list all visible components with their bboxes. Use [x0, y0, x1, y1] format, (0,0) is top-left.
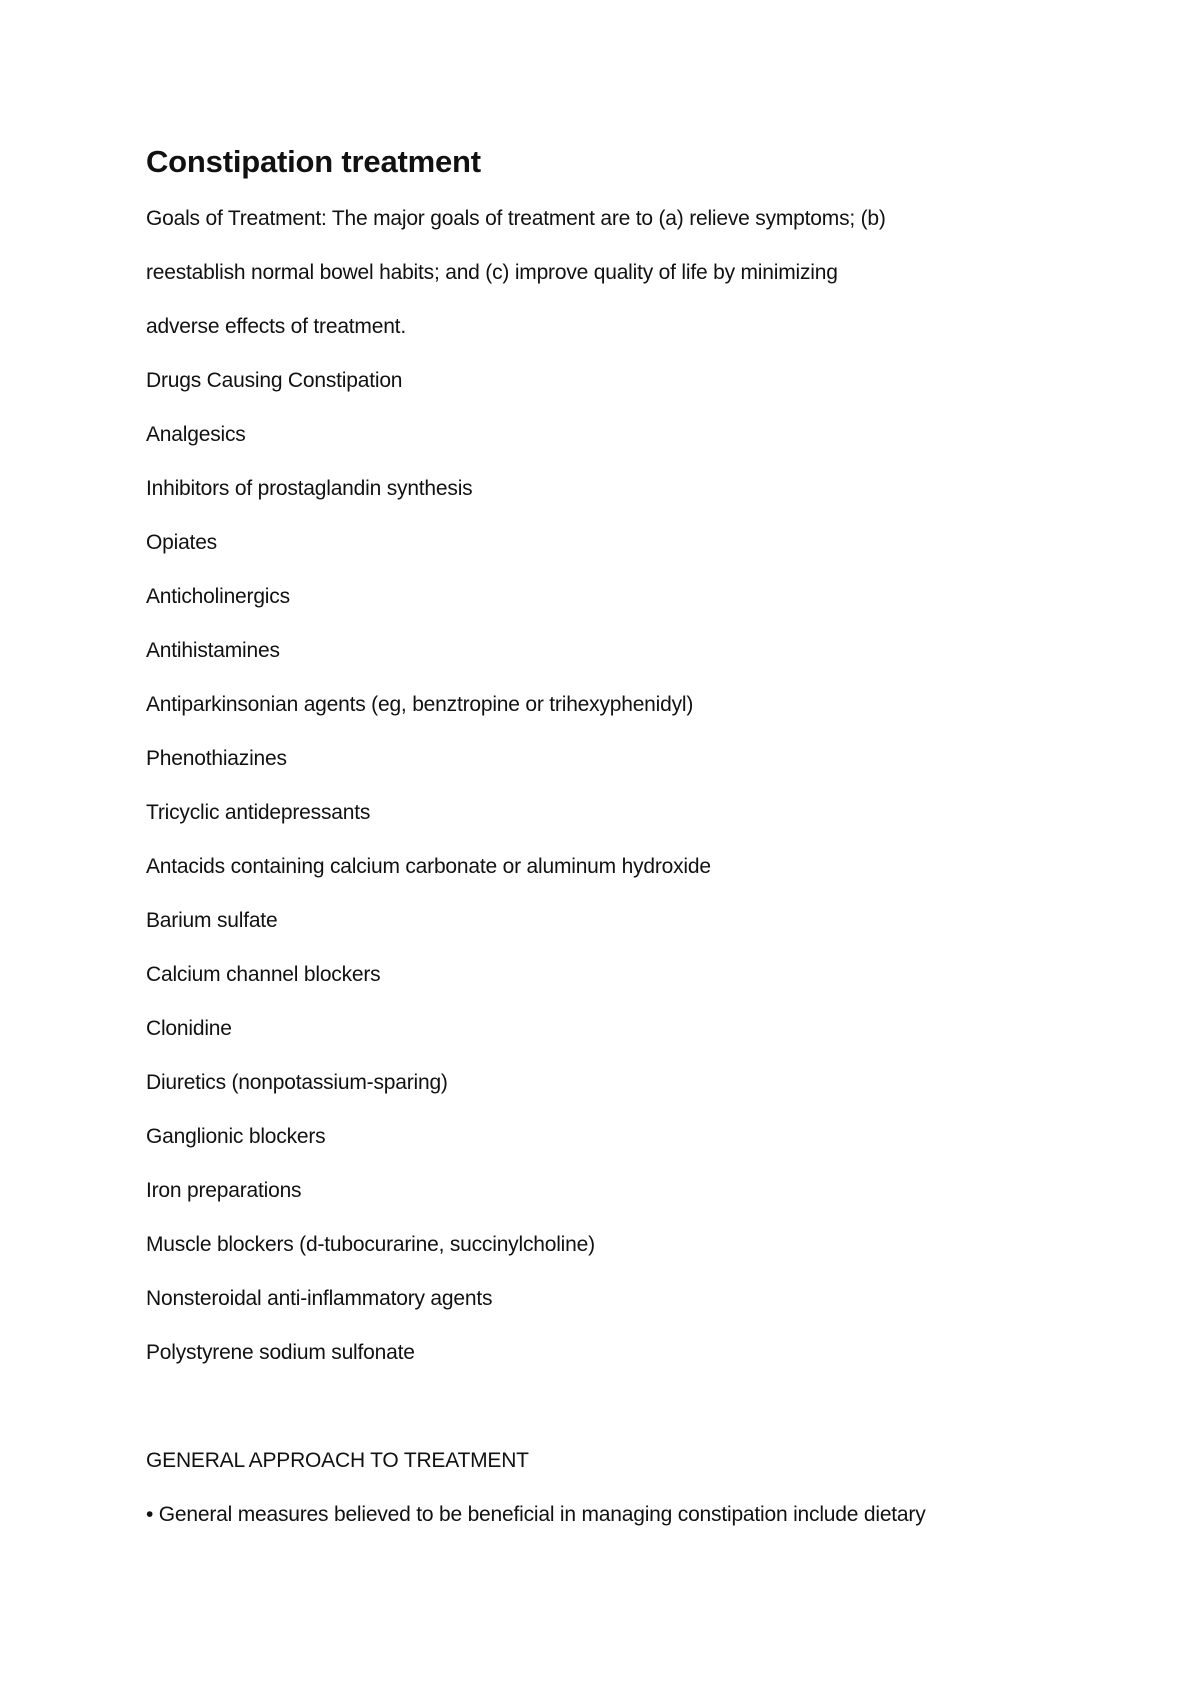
drug-item-calcium-channel-blockers: Calcium channel blockers [146, 963, 381, 986]
section-spacer [146, 1380, 1046, 1434]
goals-line-3: adverse effects of treatment. [146, 315, 406, 338]
drug-item-anticholinergics: Anticholinergics [146, 585, 290, 608]
drug-item-diuretics: Diuretics (nonpotassium-sparing) [146, 1071, 448, 1094]
drug-item-muscle-blockers: Muscle blockers (d-tubocurarine, succinylcholine) [146, 1233, 595, 1256]
drug-item-tricyclic-antidepressants: Tricyclic antidepressants [146, 801, 371, 824]
drug-item-antacids: Antacids containing calcium carbonate or aluminum hydroxide [146, 855, 711, 878]
drug-item-opiates: Opiates [146, 531, 217, 554]
drug-item-analgesics: Analgesics [146, 423, 246, 446]
drug-item-phenothiazines: Phenothiazines [146, 747, 287, 770]
section-heading: GENERAL APPROACH TO TREATMENT [146, 1449, 529, 1472]
drug-item-antiparkinsonian-agents: Antiparkinsonian agents (eg, benztropine or trihexyphenidyl) [146, 693, 694, 716]
drug-item-iron-preparations: Iron preparations [146, 1179, 302, 1202]
drugs-heading: Drugs Causing Constipation [146, 369, 403, 392]
drug-item-prostaglandin-inhibitors: Inhibitors of prostaglandin synthesis [146, 477, 473, 500]
document-title: Constipation treatment [146, 144, 481, 179]
drug-item-ganglionic-blockers: Ganglionic blockers [146, 1125, 326, 1148]
bullet-line: • General measures believed to be beneficial in managing constipation include dietary [146, 1503, 926, 1526]
drug-item-nsaids: Nonsteroidal anti-inflammatory agents [146, 1287, 493, 1310]
document-content [146, 146, 1046, 1542]
goals-line-1: Goals of Treatment: The major goals of treatment are to (a) relieve symptoms; (b) [146, 207, 886, 230]
drug-item-polystyrene-sodium-sulfonate: Polystyrene sodium sulfonate [146, 1341, 415, 1364]
drug-item-clonidine: Clonidine [146, 1017, 232, 1040]
drug-item-barium-sulfate: Barium sulfate [146, 909, 278, 932]
drug-item-antihistamines: Antihistamines [146, 639, 280, 662]
goals-line-2: reestablish normal bowel habits; and (c) improve quality of life by minimizing [146, 261, 838, 284]
